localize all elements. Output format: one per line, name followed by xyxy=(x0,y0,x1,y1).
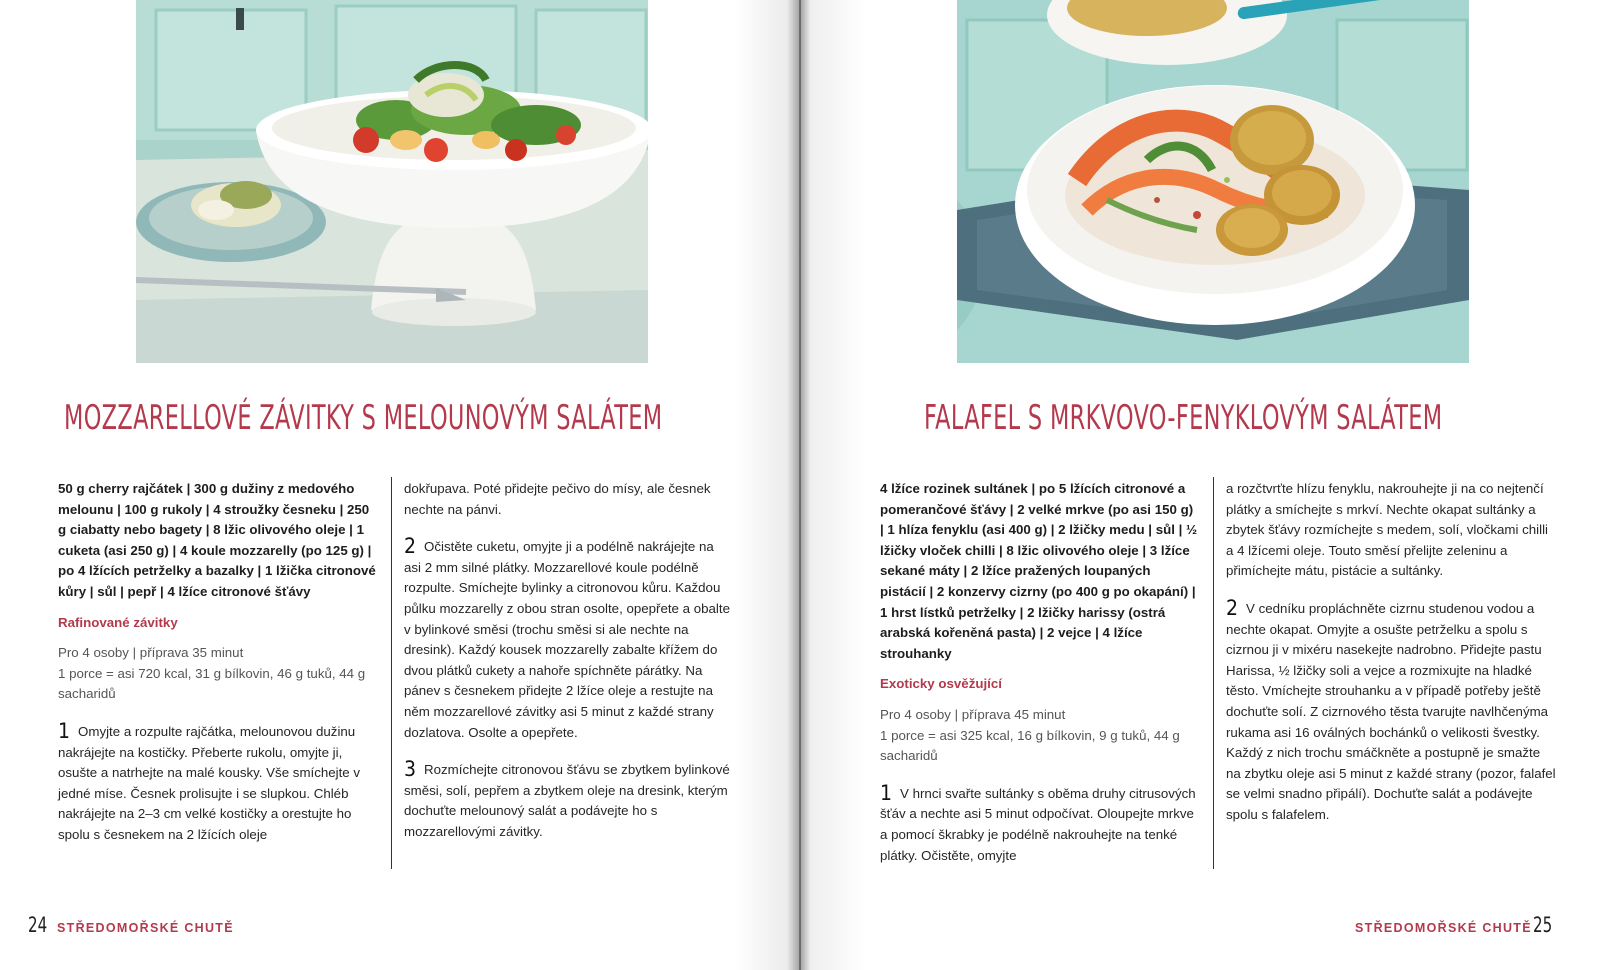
page-number-footer xyxy=(1533,913,1560,937)
step-number: 2 xyxy=(1226,595,1239,620)
page-number: 25 xyxy=(1533,913,1553,937)
nutrition-info: 1 porce = asi 325 kcal, 16 g bílkovin, 9 g tuků, 44 g sacharidů xyxy=(880,727,1180,764)
falafel-salad-photo xyxy=(957,0,1469,363)
ingredients-list: 4 lžíce rozinek sultánek | po 5 lžících citronové a pomerančové šťávy | 2 velké mrkve (po asi 150 g) | 1 hlíza fenyklu (asi 400 g) | 2 lžičky medu | sůl | ½ lžičky vloček chilli | 8 lžic olivového oleje | 3 lžíce sekané máty | 2 lžíce pražených loupaných pistácií | 2 konzervy cizrny (po 400 g po okapání) | 1 hrst lístků petrželky | 2 lžičky harissy (ostrá arabská kořeněná pasta) | 2 vejce | 4 lžíce strouhanky xyxy=(880,481,1198,661)
step-text: V hrnci svařte sultánky s oběma druhy citrusových šťáv a nechte asi 5 minut odpočívat. Oloupejte mrkve a pomocí škrabky je podélně nakrouhejte na tenké plátky. Očistěte, omyjte xyxy=(880,785,1196,863)
step-1-continued: dokřupava. Poté přidejte pečivo do mísy, ale česnek nechte na pánvi. xyxy=(404,481,711,517)
page-number: 24 xyxy=(28,913,48,937)
section-name: STŘEDOMOŘSKÉ CHUTĚ xyxy=(1355,921,1532,935)
step-3 xyxy=(404,759,734,842)
nutrition-info: 1 porce = asi 720 kcal, 31 g bílkovin, 46 g tuků, 44 g sacharidů xyxy=(58,665,366,702)
mozzarella-salad-photo xyxy=(136,0,648,363)
section-footer xyxy=(1355,919,1532,937)
column-divider xyxy=(391,477,392,869)
book-spine xyxy=(799,0,801,970)
recipe-tagline: Exoticky osvěžující xyxy=(880,676,1002,692)
servings-time: Pro 4 osoby | příprava 45 minut xyxy=(880,706,1066,722)
step-number: 3 xyxy=(404,757,417,782)
step-text: Očistěte cuketu, omyjte ji a podélně nakrájejte na asi 2 mm silné plátky. Mozzarellové koule podélně rozpulte. Smíchejte bylinky a citronovou kůru. Každou půlku mozzarelly z obou stran osolte, opepřete a obalte v bylinkové směsi (trochu směsi si ale nechte na dresink). Každý kousek mozzarelly zabalte křížem do dvou plátků cukety a nahoře spíchněte párátky. Na pánev s česnekem přidejte 2 lžíce oleje a restujte na něm mozzarellové závitky asi 5 minut z každé strany dozlatova. Osolte a opepřete. xyxy=(404,539,730,740)
right-column-1 xyxy=(880,479,1198,866)
step-2 xyxy=(404,536,734,743)
section-name: STŘEDOMOŘSKÉ CHUTĚ xyxy=(57,921,234,935)
step-number: 1 xyxy=(58,718,71,743)
left-column-2 xyxy=(404,479,734,843)
step-1-continued: a rozčtvrťte hlízu fenyklu, nakrouhejte ji na co nejtenčí plátky a smíchejte s mrkví. Nechte okapat sultánky a zbytek šťávy rozmíchejte s medem, solí, vločkami chilli a 4 lžícemi oleje. Touto směsí přelijte zeleninu a přimíchejte mátu, pistácie a sultánky. xyxy=(1226,481,1548,579)
step-1 xyxy=(880,780,1198,866)
section-footer xyxy=(57,919,234,937)
right-column-2 xyxy=(1226,479,1556,826)
step-2 xyxy=(1226,595,1556,826)
recipe-tagline: Rafinované závitky xyxy=(58,614,178,630)
step-number: 2 xyxy=(404,534,417,559)
page-number-footer xyxy=(28,913,55,937)
recipe-title: FALAFEL S MRKVOVO-FENYKLOVÝM SALÁTEM xyxy=(924,398,1443,438)
right-page xyxy=(800,0,1600,970)
step-text: Omyjte a rozpulte rajčátka, melounovou dužinu nakrájejte na kostičky. Přeberte rukolu, omyjte ji, osušte a natrhejte na malé kousky. Vše smíchejte v jedné míse. Česnek prolisujte i se slupkou. Chléb nakrájejte na 2–3 cm velké kostičky a orestujte ho spolu s česnekem na 2 lžících oleje xyxy=(58,723,361,842)
servings-time: Pro 4 osoby | příprava 35 minut xyxy=(58,645,244,661)
ingredients-list: 50 g cherry rajčátek | 300 g dužiny z medového melounu | 100 g rukoly | 4 stroužky česneku | 250 g ciabatty nebo bagety | 8 lžic olivového oleje | 1 cuketa (asi 250 g) | 4 koule mozzarelly (po 125 g) | po 4 lžících petrželky a bazalky | 1 lžička citronové kůry | sůl | pepř | 4 lžíce citronové šťávy xyxy=(58,481,376,599)
step-text: V cedníku propláchněte cizrnu studenou vodou a nechte okapat. Omyjte a osušte petrželku a spolu s cizrnou ji v mixéru nasekejte nadrobno. Přidejte pastu Harissa, ½ lžičky soli a vejce a rozmixujte na hladké těsto. Vmíchejte strouhanku a v případě potřeby ještě dochuťte solí. Z cizrnového těsta tvarujte navlhčenýma rukama asi 16 oválných bochánků o velikosti švestky. Každý z nich trochu smáčkněte a postupně je smažte na zbytku oleje asi 5 minut z každé strany (pozor, falafel se velmi snadno připálí). Dochuťte salát a podávejte spolu s falafelem. xyxy=(1226,600,1556,822)
left-column-1 xyxy=(58,479,376,846)
recipe-title: MOZZARELLOVÉ ZÁVITKY S MELOUNOVÝM SALÁTEM xyxy=(64,398,663,438)
step-1 xyxy=(58,718,376,846)
step-text: Rozmíchejte citronovou šťávu se zbytkem bylinkové směsi, solí, pepřem a zbytkem oleje na dresink, kterým dochuťte melounový salát a podávejte ho s mozzarellovými závitky. xyxy=(404,762,730,839)
step-number: 1 xyxy=(880,780,893,805)
column-divider xyxy=(1213,477,1214,869)
